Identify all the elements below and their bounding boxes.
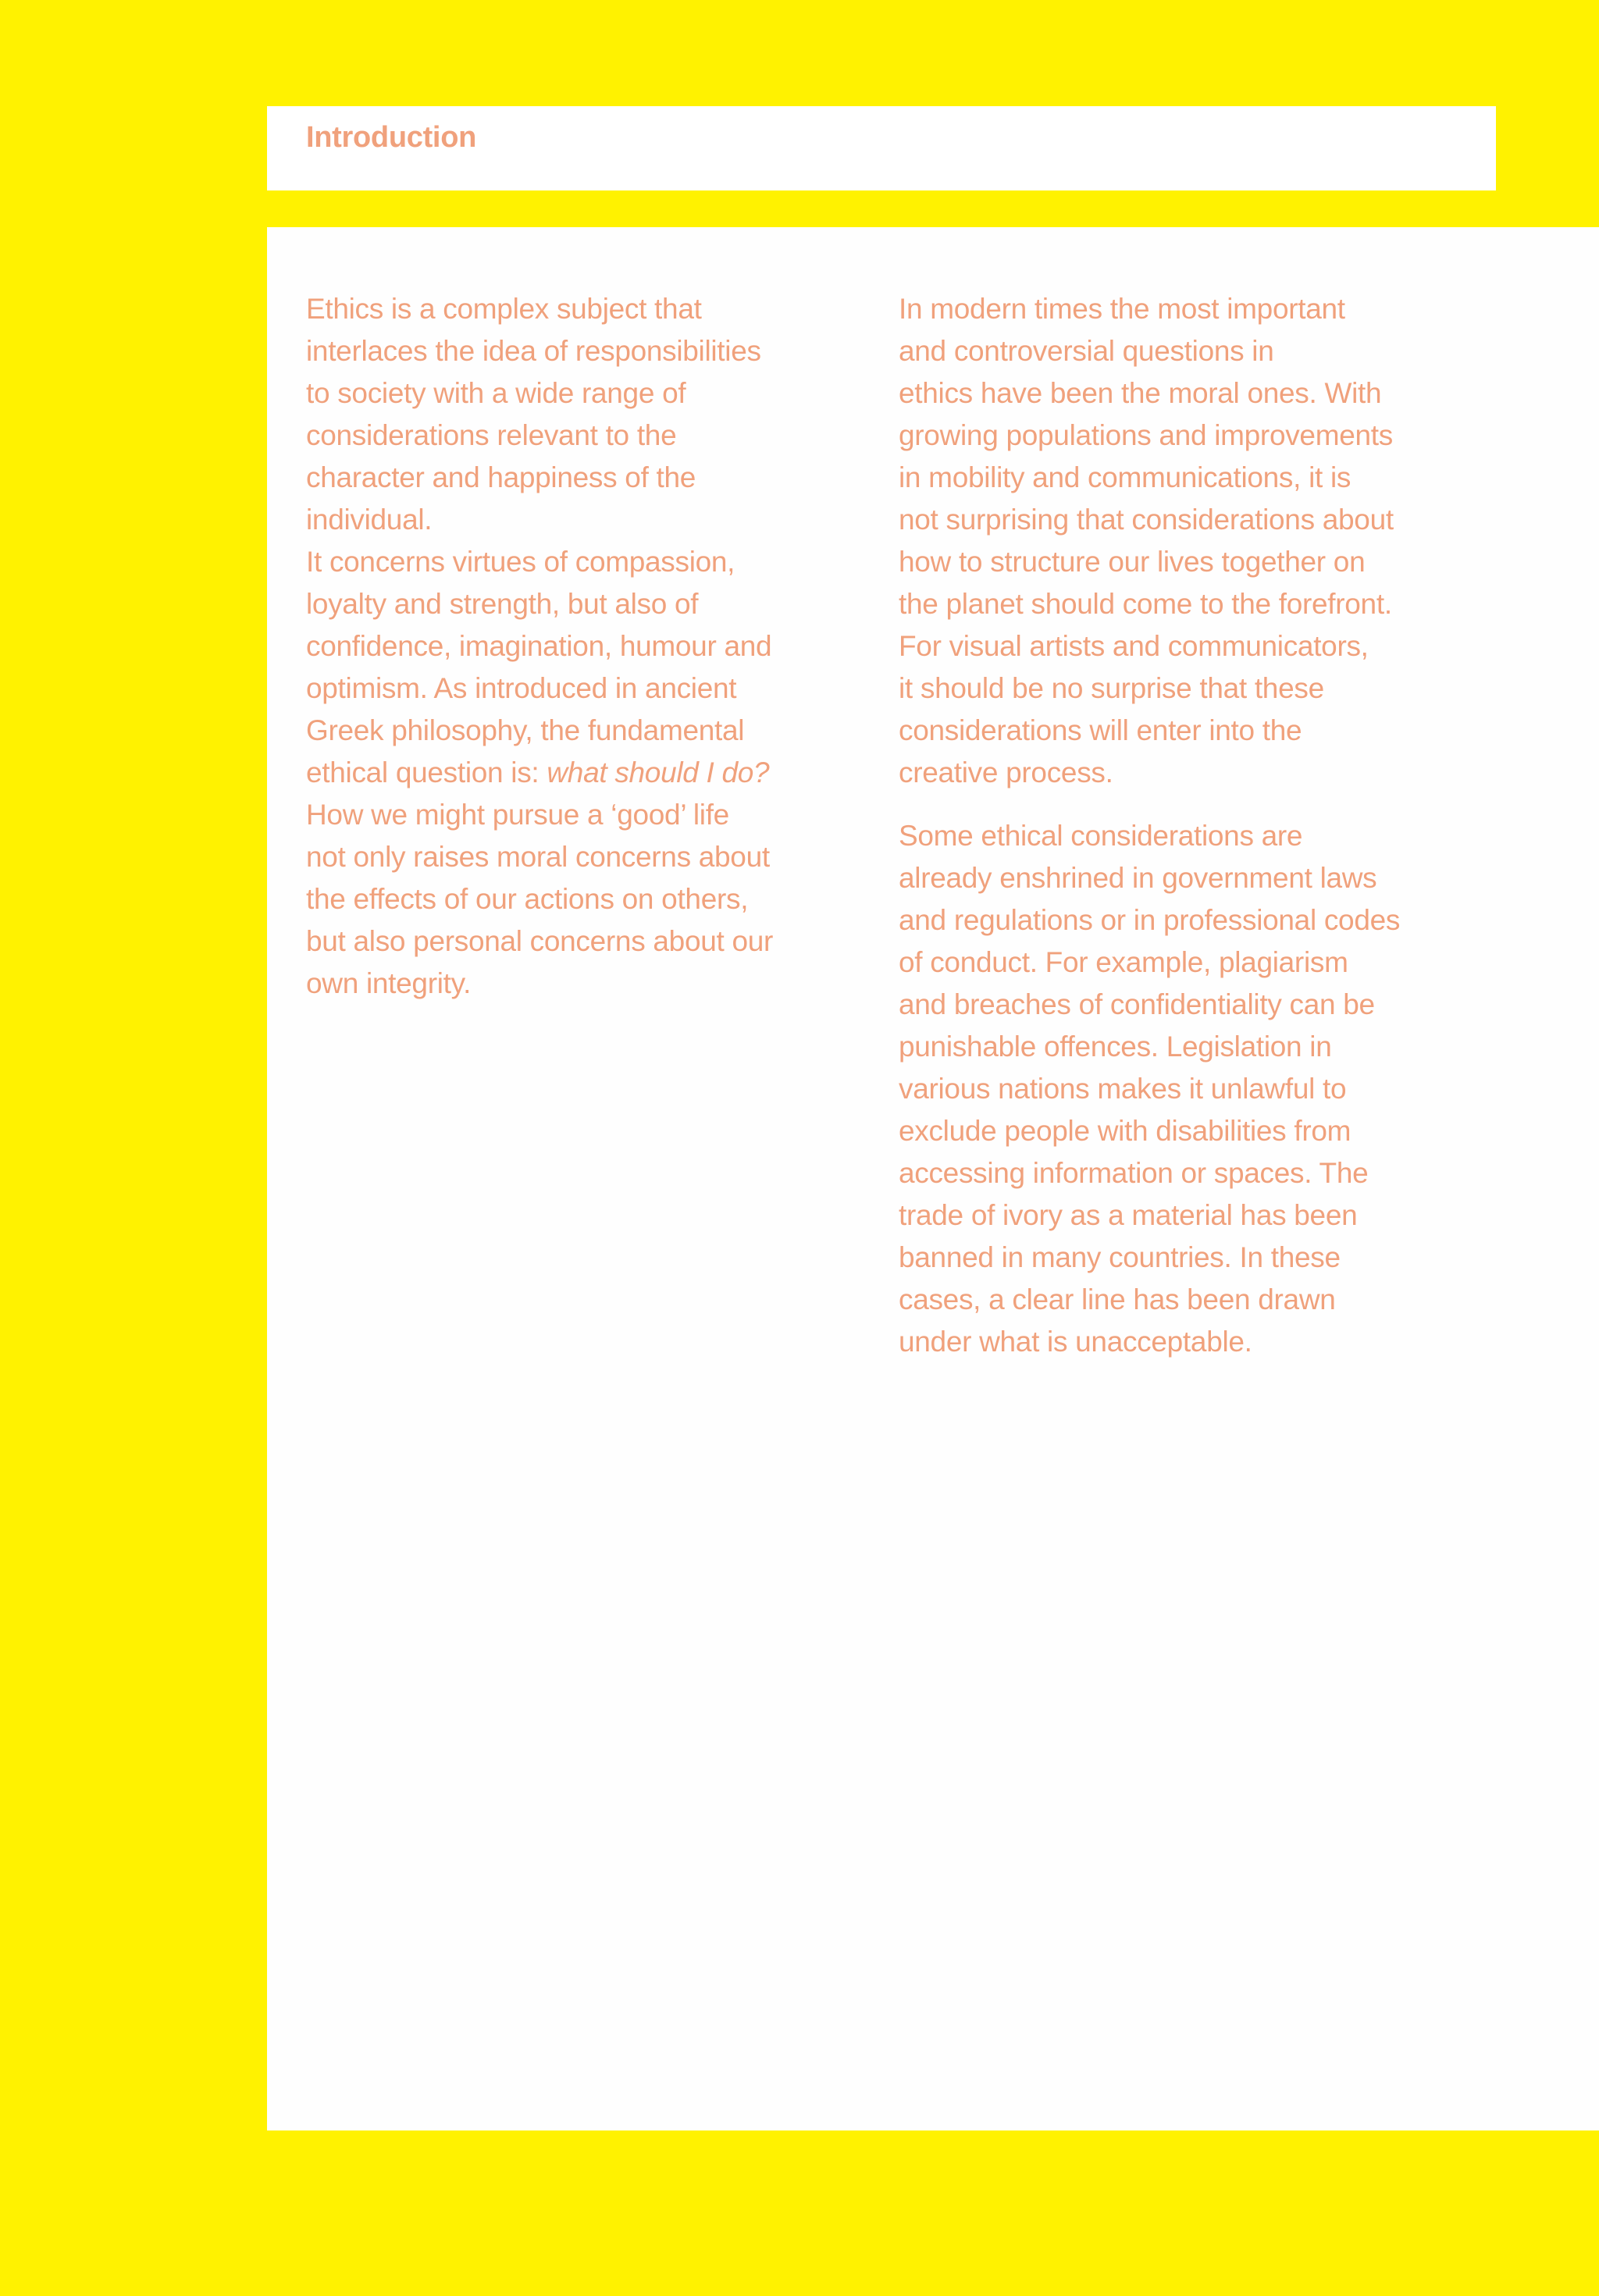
body-panel xyxy=(267,227,1599,2130)
left-paragraph-2 xyxy=(306,541,837,1005)
section-title: Introduction xyxy=(306,121,477,154)
left-paragraph-1: Ethics is a complex subject that interlaces the idea of responsibilities to society with a wide range of considerations relevant to the character and happiness of the individual. xyxy=(306,293,761,536)
left-column xyxy=(306,288,837,1005)
right-column xyxy=(899,288,1430,1363)
right-paragraph-2: Some ethical considerations are already enshrined in government laws and regulations or in professional codes of conduct. For example, plagiarism and breaches of confidentiality can be punishable offences. Legislation in various nations makes it unlawful to exclude people with disabilities from accessing information or spaces. The trade of ivory as a material has been banned in many countries. In these cases, a clear line has been drawn under what is unacceptable. xyxy=(899,820,1401,1358)
key-question: what should I do? xyxy=(547,756,770,788)
header-panel xyxy=(267,106,1496,190)
right-paragraph-1: In modern times the most important and controversial questions in ethics have been the moral ones. With growing populations and improvements in mobility and communications, it is not surprising that considerations about how to structure our lives together on the planet should come to the forefront. For visual artists and communicators, it should be no surprise that these considerations will enter into the creative process. xyxy=(899,293,1394,788)
left-paragraph-2-text: It concerns virtues of compassion, loyalty and strength, but also of confidence, imagination, humour and optimism. As introduced in ancient Greek philosophy, the fundamental ethical question is: xyxy=(306,546,772,788)
left-paragraph-2-continued: How we might pursue a ‘good’ life not only raises moral concerns about the effects of our actions on others, but also personal concerns about our own integrity. xyxy=(306,799,774,999)
